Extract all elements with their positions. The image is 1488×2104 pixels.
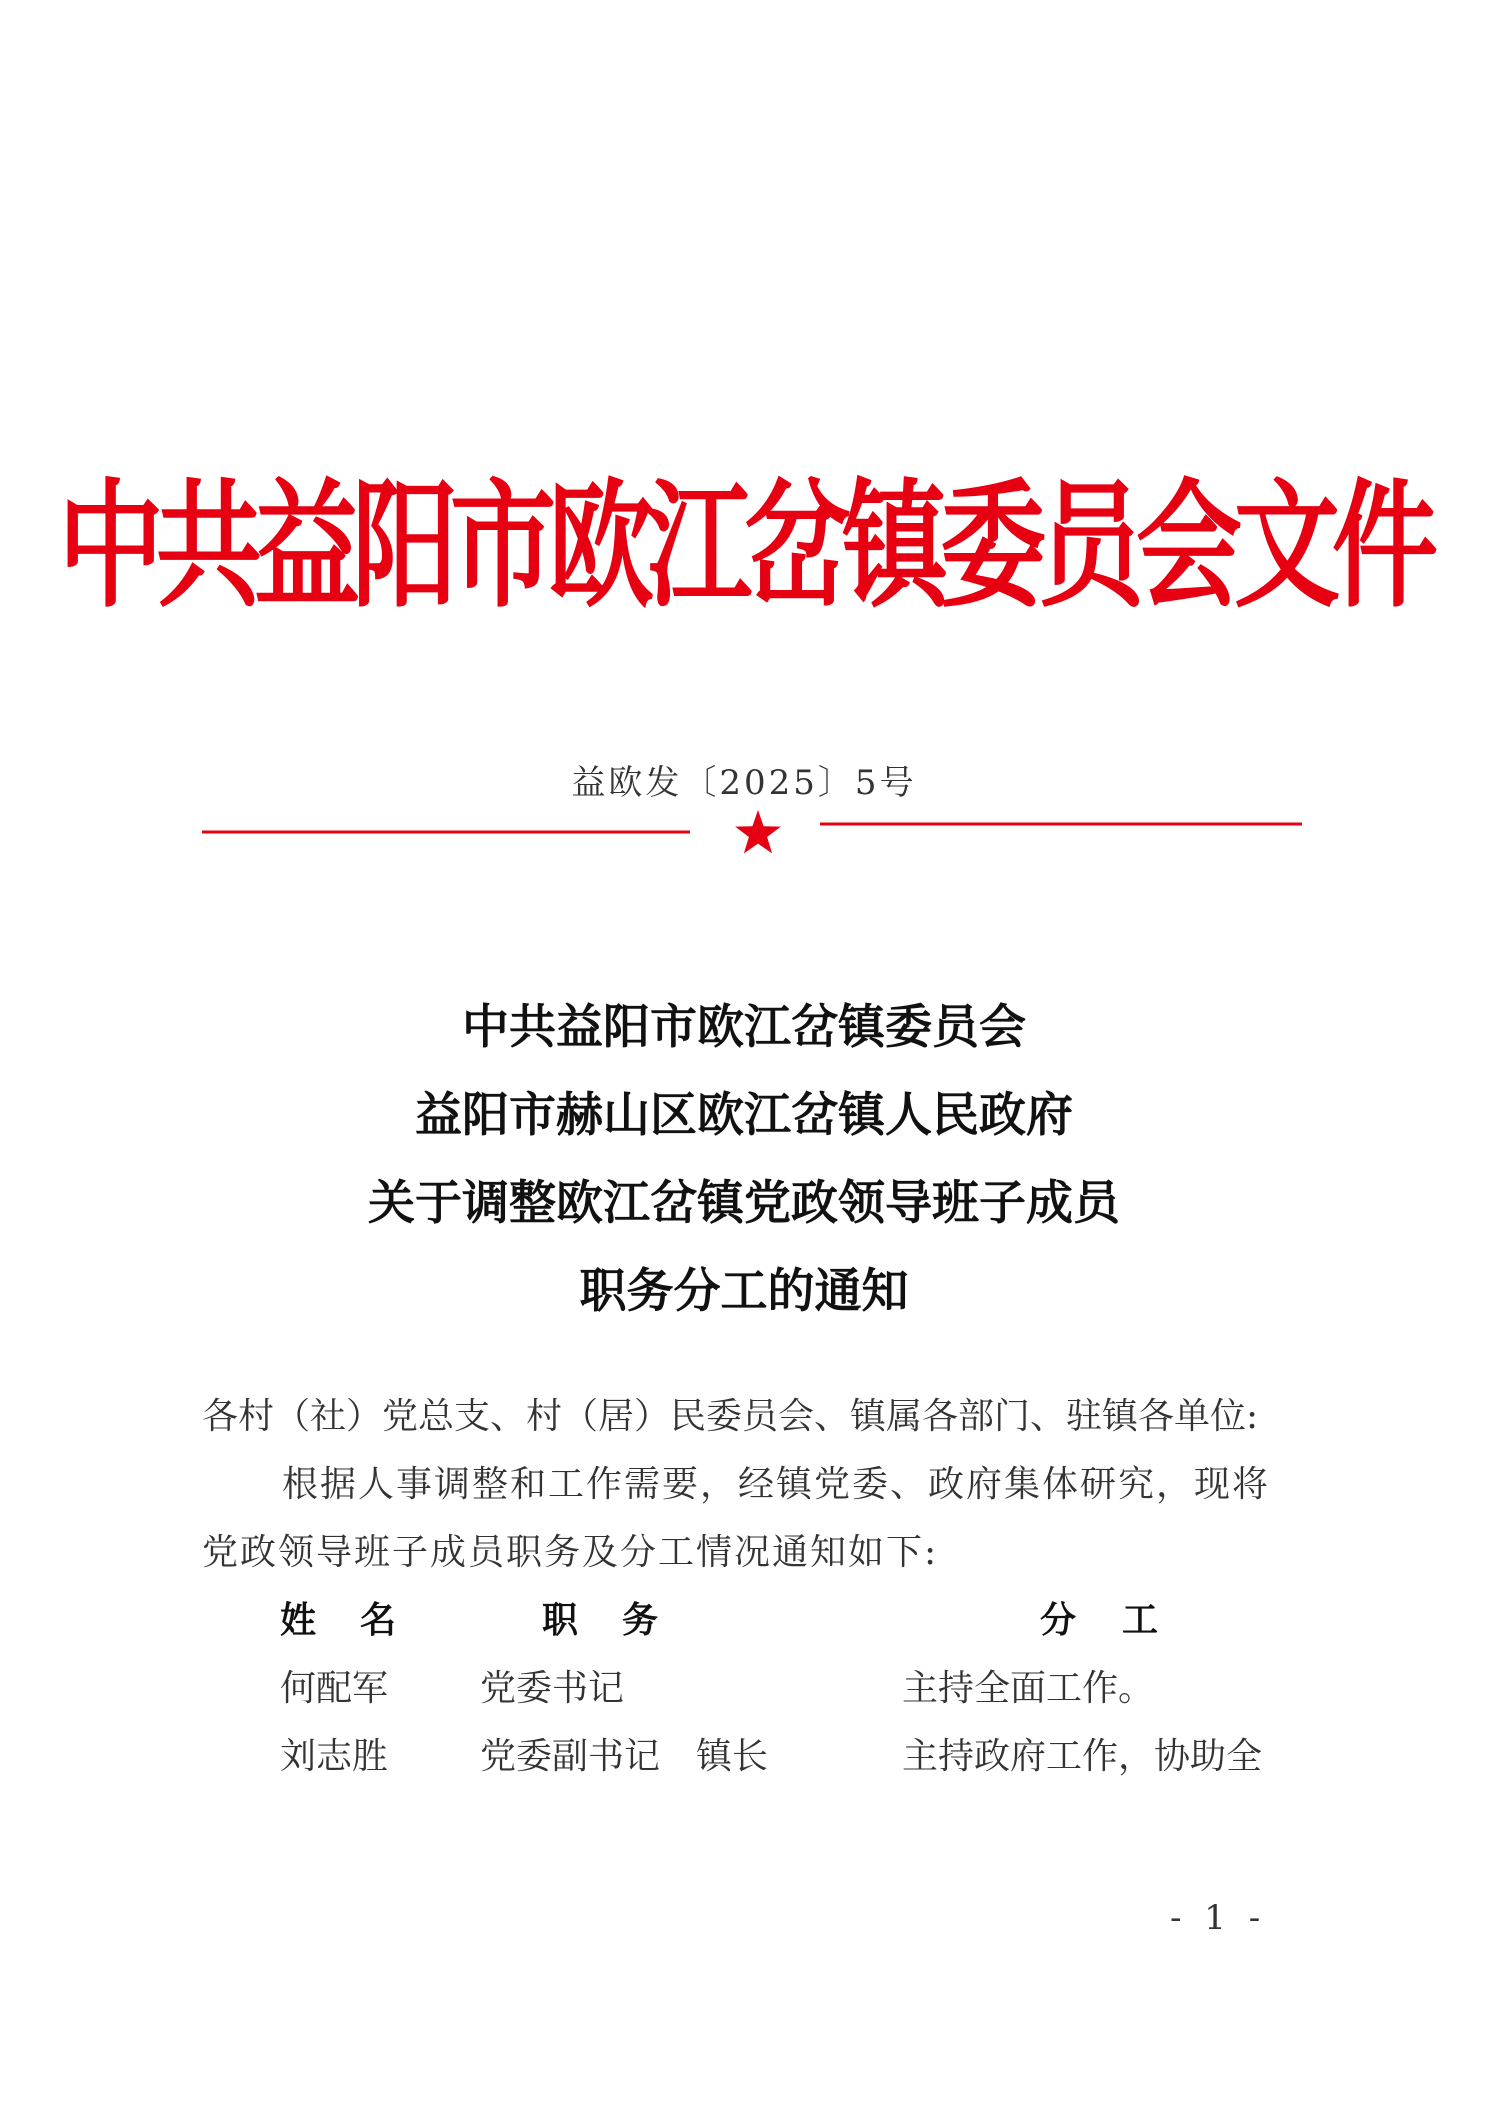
member-duty: 主持政府工作，协助全 xyxy=(902,1736,1263,1777)
title-line-2: 益阳市赫山区欧江岔镇人民政府 xyxy=(415,1088,1073,1143)
roster-row xyxy=(0,1728,1488,1796)
masthead-title: 中共益阳市欧江岔镇委员会文件 xyxy=(58,466,1430,627)
roster-table xyxy=(0,1592,1488,1796)
member-duty: 主持全面工作。 xyxy=(902,1668,1155,1709)
header-title: 职务 xyxy=(542,1599,703,1641)
member-title: 党委副书记 镇长 xyxy=(480,1736,769,1777)
member-name: 何配军 xyxy=(280,1668,389,1709)
title-line-4: 职务分工的通知 xyxy=(579,1264,909,1319)
member-title: 党委书记 xyxy=(480,1668,625,1709)
document-number: 益欧发〔2025〕5号 xyxy=(571,763,917,803)
paragraph-line-1: 根据人事调整和工作需要，经镇党委、政府集体研究，现将 xyxy=(282,1464,1271,1505)
star-icon xyxy=(735,810,781,853)
title-line-3: 关于调整欧江岔镇党政领导班子成员 xyxy=(368,1176,1120,1231)
title-line-1: 中共益阳市欧江岔镇委员会 xyxy=(462,1000,1026,1055)
roster-row xyxy=(0,1660,1488,1728)
paragraph-line-2: 党政领导班子成员职务及分工情况通知如下: xyxy=(202,1532,939,1573)
header-name: 姓名 xyxy=(280,1599,441,1641)
salutation: 各村（社）党总支、村（居）民委员会、镇属各部门、驻镇各单位: xyxy=(202,1396,1259,1437)
header-duty: 分工 xyxy=(1040,1599,1205,1641)
notice-title xyxy=(0,984,1488,1336)
red-divider xyxy=(0,800,1488,870)
page-number: - 1 - xyxy=(1170,1898,1267,1938)
member-name: 刘志胜 xyxy=(280,1736,389,1777)
roster-header-row xyxy=(0,1592,1488,1660)
